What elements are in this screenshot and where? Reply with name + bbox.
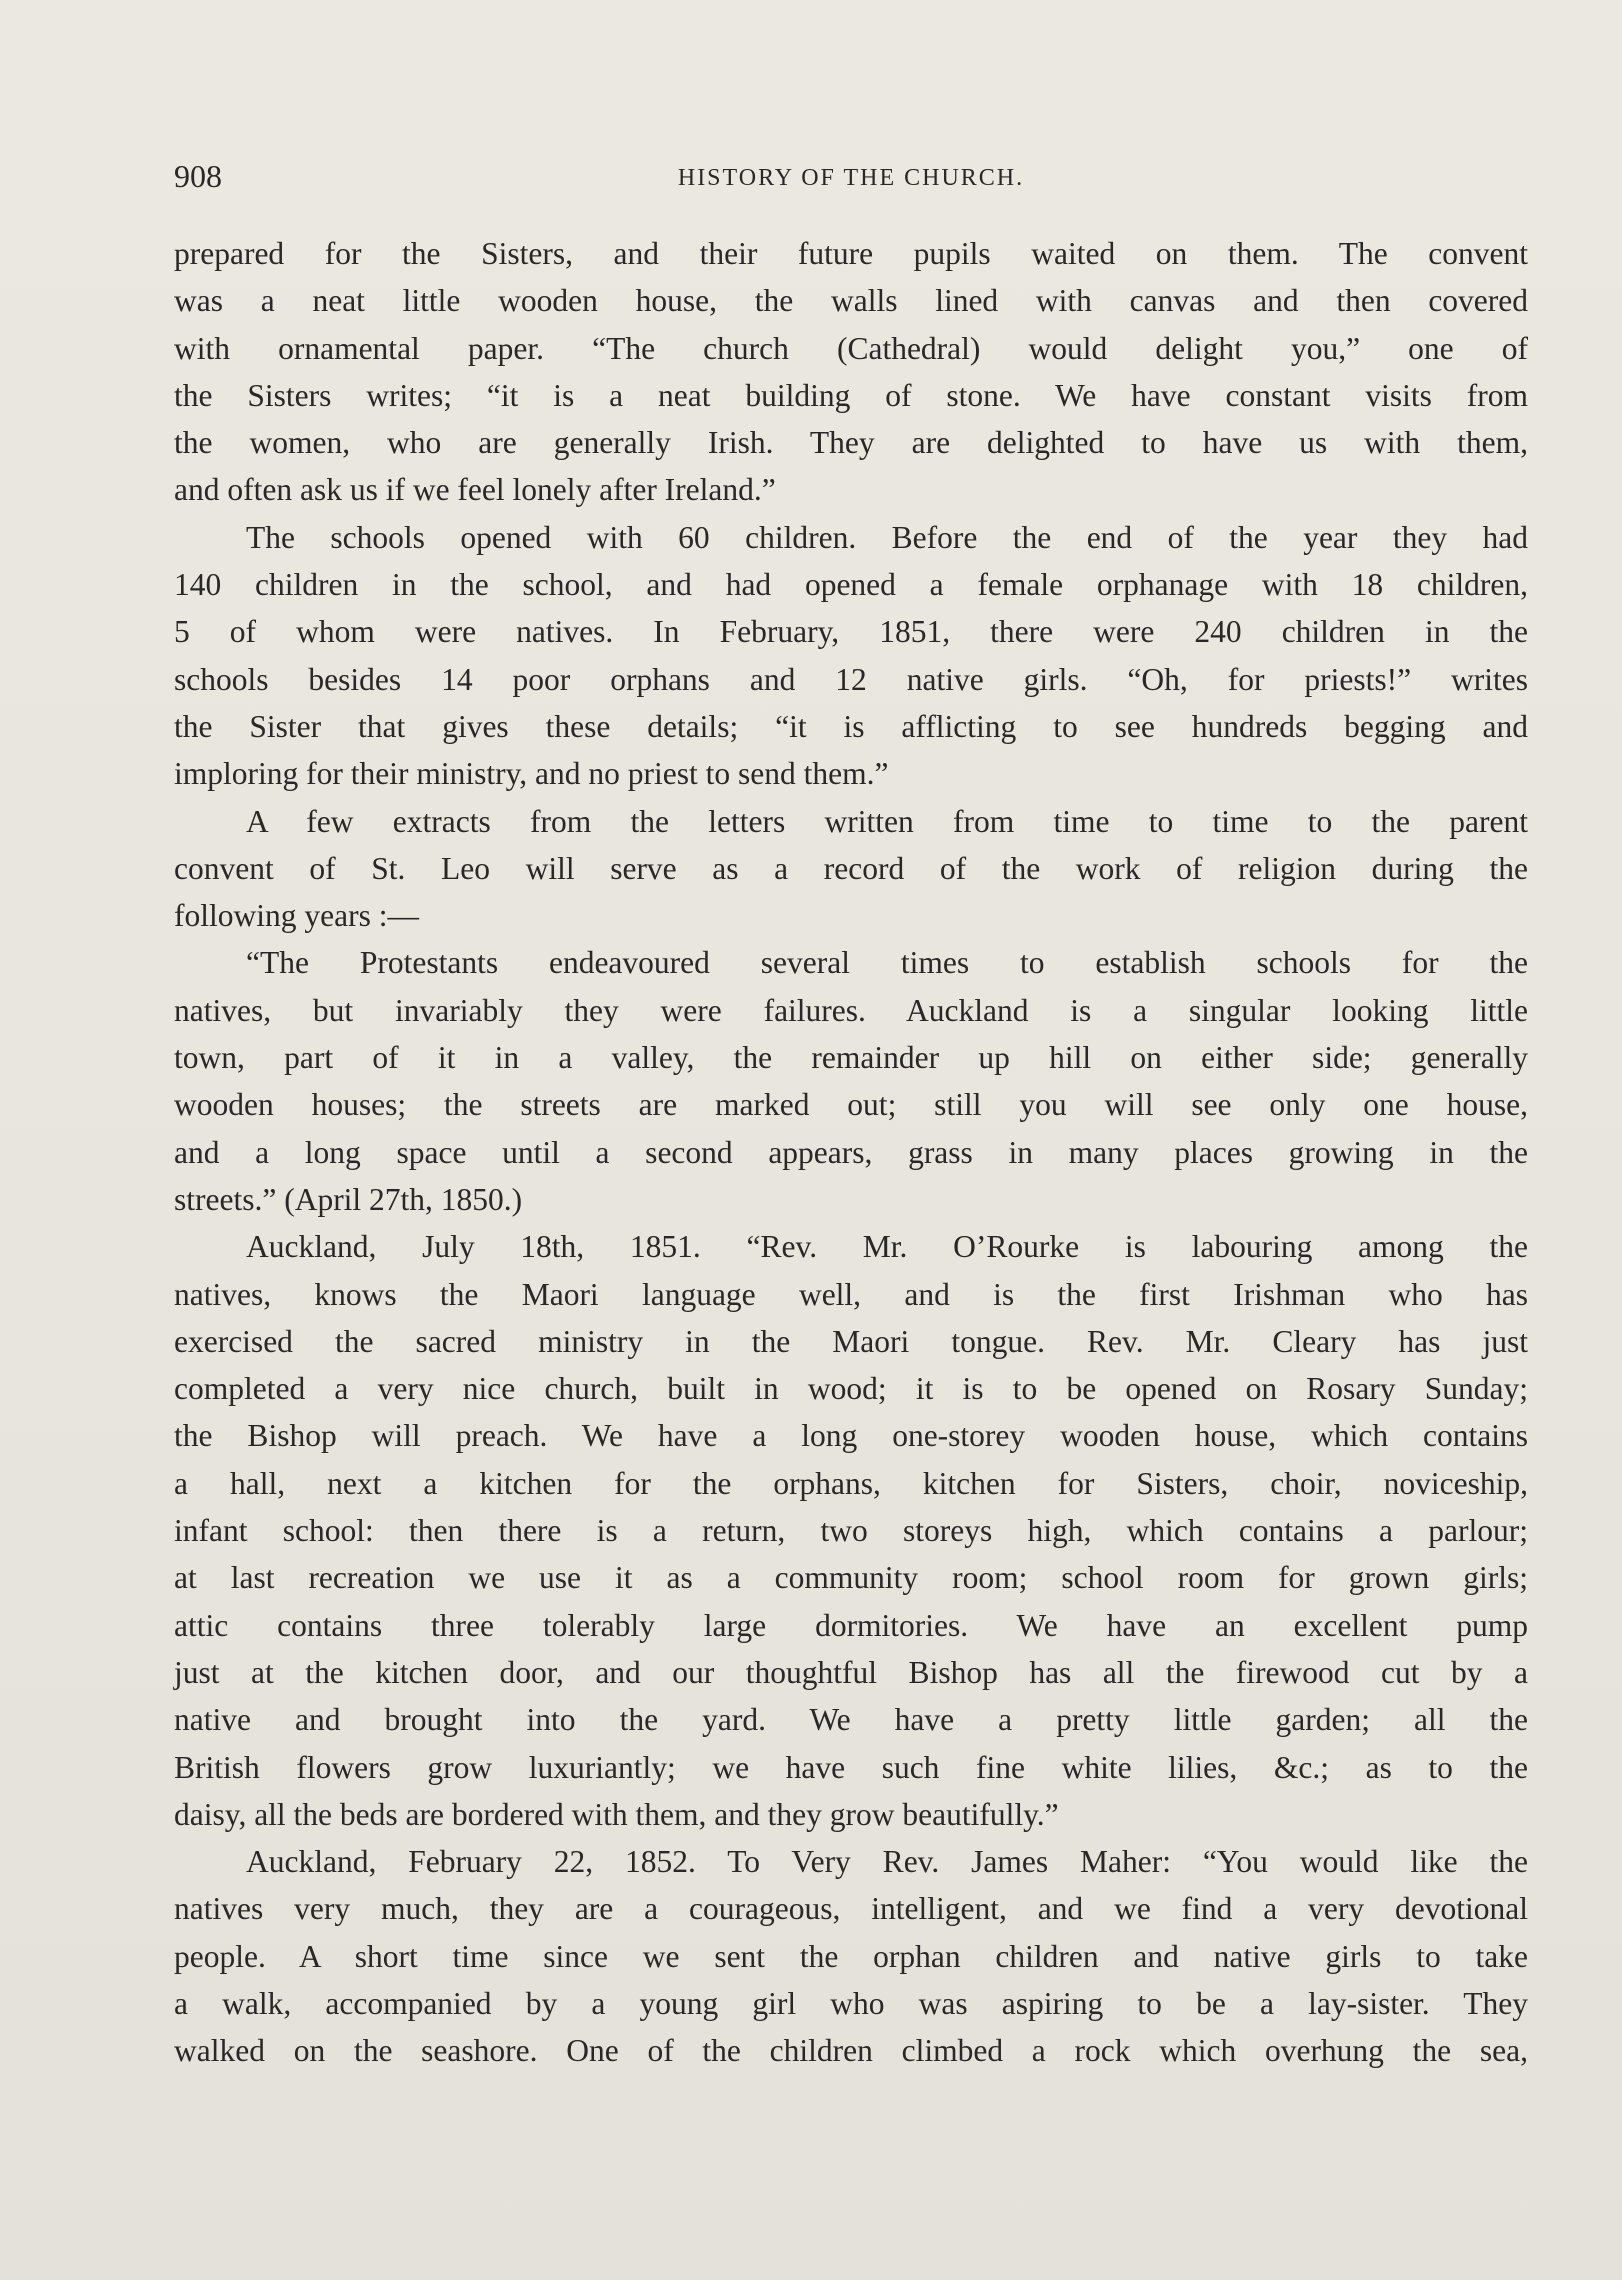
text-line: convent of St. Leo will serve as a record of the work of religion during the [174,850,1528,886]
text-line: prepared for the Sisters, and their future pupils waited on them. The convent [174,236,1528,271]
text-line: a walk, accompanied by a young girl who was aspiring to be a lay-sister. They [174,1985,1528,2021]
text-line: A few extracts from the letters written from time to time to the parent [246,803,1528,839]
text-line: streets.” (April 27th, 1850.) [174,1181,523,1217]
text-line: the Sisters writes; “it is a neat building of stone. We have constant visits from [174,377,1528,413]
text-line: 140 children in the school, and had opened a female orphanage with 18 children, [174,567,1528,603]
text-line: imploring for their ministry, and no priest to send them.” [174,756,889,792]
text-line: the Bishop will preach. We have a long one-storey wooden house, which contains [174,1418,1528,1454]
running-head [174,156,1528,196]
text-line: town, part of it in a valley, the remainder up hill on either side; generally [174,1040,1528,1076]
text-line: British flowers grow luxuriantly; we have such fine white lilies, &c.; as to the [174,1749,1528,1785]
page-number: 908 [174,158,222,194]
text-line: natives, knows the Maori language well, and is the first Irishman who has [174,1276,1528,1312]
text-line: with ornamental paper. “The church (Cathedral) would delight you,” one of [174,330,1528,366]
text-line: completed a very nice church, built in wood; it is to be opened on Rosary Sunday; [174,1371,1528,1407]
text-line: natives very much, they are a courageous, intelligent, and we find a very devotional [174,1891,1528,1927]
text-line: following years :— [174,898,419,934]
text-line: native and brought into the yard. We have a pretty little garden; all the [174,1702,1528,1738]
text-line: was a neat little wooden house, the walls lined with canvas and then covered [174,283,1528,319]
text-line: Auckland, July 18th, 1851. “Rev. Mr. O’Rourke is labouring among the [246,1229,1528,1265]
text-line: The schools opened with 60 children. Before the end of the year they had [246,519,1528,555]
text-line: exercised the sacred ministry in the Maori tongue. Rev. Mr. Cleary has just [174,1323,1528,1359]
text-line: people. A short time since we sent the orphan children and native girls to take [174,1938,1528,1974]
text-line: schools besides 14 poor orphans and 12 native girls. “Oh, for priests!” writes [174,661,1528,697]
text-line: a hall, next a kitchen for the orphans, kitchen for Sisters, choir, noviceship, [174,1465,1528,1501]
text-line: attic contains three tolerably large dormitories. We have an excellent pump [174,1607,1528,1643]
text-line: at last recreation we use it as a community room; school room for grown girls; [174,1560,1528,1596]
running-head-title: HISTORY OF THE CHURCH. [677,165,1025,191]
text-line: “The Protestants endeavoured several times to establish schools for the [246,945,1528,981]
text-line: just at the kitchen door, and our thoughtful Bishop has all the firewood cut by a [174,1654,1528,1690]
text-line: the women, who are generally Irish. They are delighted to have us with them, [174,425,1528,461]
text-line: walked on the seashore. One of the children climbed a rock which overhung the sea, [174,2033,1528,2069]
text-line: and often ask us if we feel lonely after Ireland.” [174,472,776,508]
text-line: the Sister that gives these details; “it is afflicting to see hundreds begging and [174,708,1528,744]
text-line: daisy, all the beds are bordered with them, and they grow beautifully.” [174,1796,1059,1832]
text-line: and a long space until a second appears, grass in many places growing in the [174,1134,1528,1170]
text-line: 5 of whom were natives. In February, 1851, there were 240 children in the [174,614,1528,650]
text-line: Auckland, February 22, 1852. To Very Rev. James Maher: “You would like the [246,1844,1528,1880]
text-line: natives, but invariably they were failures. Auckland is a singular looking little [174,992,1528,1028]
text-line: wooden houses; the streets are marked out; still you will see only one house, [174,1087,1528,1123]
body-text [174,230,1528,2075]
text-line: infant school: then there is a return, two storeys high, which contains a parlour; [174,1513,1528,1549]
